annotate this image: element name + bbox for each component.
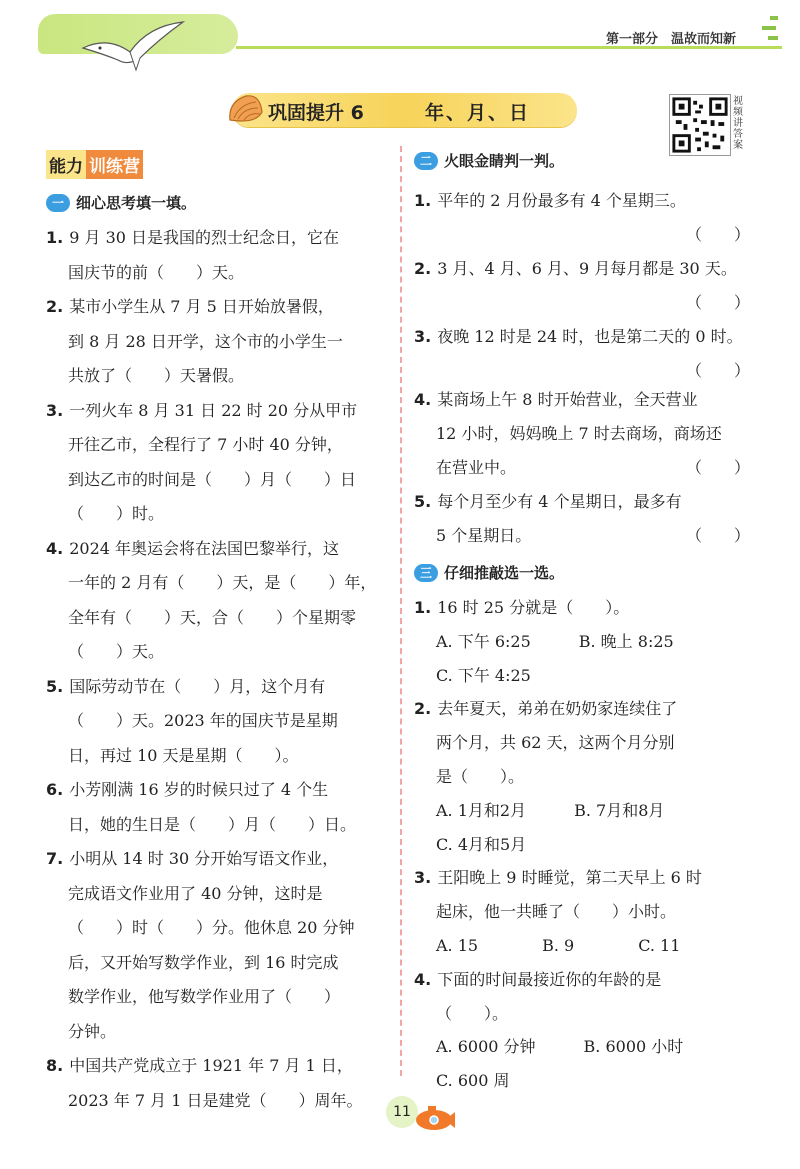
fill-line [46,1049,353,1083]
fill-line [46,670,325,704]
question-number: 1. [414,598,432,617]
choice-line [436,929,680,963]
lesson-topic: 年、月、日 [425,102,531,124]
question-text: 到 8 月 28 日开学，这个市的小学生一 [68,331,343,351]
qr-caption: 视频讲答案 [733,96,743,151]
question-text: （ ）时。 [68,504,165,523]
question-text: A. 6000 分钟 B. 6000 小时 [436,1037,684,1057]
section-1-badge: 一 [46,194,70,212]
question-number: 5. [414,492,432,511]
question-text: （ ）时（ ）分。他休息 20 分钟 [68,918,355,937]
question-text: 5 个星期日。 [436,526,532,545]
fill-line [68,808,356,842]
ability-label-a: 能力 [46,150,86,179]
question-text: 一年的 2 月有（ ）天，是（ ）年， [68,573,377,592]
question-text: 某商场上午 8 时开始营业，全天营业 [437,390,698,409]
judge-line [414,252,737,286]
question-text: A. 15 B. 9 C. 11 [436,936,681,955]
question-text: 平年的 2 月份最多有 4 个星期三。 [437,191,686,210]
question-text: A. 1月和2月 B. 7月和8月 [436,800,665,820]
section-3-badge: 三 [414,564,438,582]
question-text: 分钟。 [68,1021,117,1041]
question-number: 2. [414,699,432,719]
fill-line [68,325,343,359]
submarine-icon [410,1100,456,1134]
fill-line [68,497,164,531]
question-text: 12 小时，妈妈晚上 7 时去商场，商场还 [436,424,722,443]
fill-line [46,221,339,255]
question-text: 日，她的生日是（ ）月（ ）日。 [68,814,357,834]
answer-blank-5[interactable]: （ ） [686,526,751,545]
question-text: 2023 年 7 月 1 日是建党（ ）周年。 [68,1090,363,1110]
question-text: C. 600 周 [436,1071,510,1091]
choice-line [436,726,675,760]
question-text: 某市小学生从 7 月 5 日开始放暑假， [69,297,334,316]
choice-line [436,659,531,693]
question-text: 去年夏天，弟弟在奶奶家连续住了 [437,699,678,719]
question-number: 3. [414,868,432,888]
question-number: 2. [46,297,64,316]
question-text: 国庆节的前（ ）天。 [68,262,245,282]
question-text: 9 月 30 日是我国的烈士纪念日，它在 [69,228,340,247]
question-text: 16 时 25 分就是（ ）。 [437,598,630,617]
choice-line [436,997,508,1031]
fill-line [68,359,244,393]
page-number: 11 [386,1096,418,1128]
choice-line [414,692,677,726]
question-text: 一列火车 8 月 31 日 22 时 20 分从甲市 [69,400,358,420]
question-number: 4. [46,538,64,558]
fill-line [46,394,357,428]
shell-icon [226,90,264,128]
question-text: 开往乙市，全程行了 7 小时 40 分钟， [68,435,343,454]
question-number: 4. [414,390,432,409]
judge-line [414,320,743,354]
judge-line [436,519,531,553]
fill-line [68,704,338,738]
question-text: 全年有（ ）天，合（ ）个星期零 [68,607,357,627]
question-text: 是（ ）。 [436,767,525,786]
question-text: C. 4月和5月 [436,834,527,854]
fill-line [46,290,334,324]
section-3-title: 仔细推敲选一选。 [444,564,565,582]
fill-line [68,601,356,635]
fill-line [68,566,376,600]
section-2-heading [414,150,564,171]
question-text: 小芳刚满 16 岁的时候只过了 4 个生 [69,780,329,799]
choice-line [414,963,661,997]
choice-line [436,625,674,659]
section-3-heading [414,562,564,583]
question-text: C. 下午 4:25 [436,665,531,685]
question-number: 2. [414,259,432,278]
fill-line [68,1015,116,1049]
question-number: 1. [414,191,432,210]
fill-line [68,739,299,773]
question-text: 夜晚 12 时是 24 时，也是第二天的 0 时。 [437,327,743,346]
question-text: （ ）。 [436,1003,509,1023]
question-text: 后，又开始写数学作业，到 16 时完成 [68,952,339,972]
judge-line [414,383,698,417]
part-label: 第一部分 温故而知新 [606,32,737,47]
fill-line [68,1084,363,1118]
question-text: 3 月、4 月、6 月、9 月每月都是 30 天。 [437,259,737,278]
corner-mark-icon [756,14,782,44]
fill-line [68,635,164,669]
section-2-title: 火眼金睛判一判。 [444,152,565,170]
question-text: 两个月，共 62 天，这两个月分别 [436,733,675,753]
question-text: 共放了（ ）天暑假。 [68,366,245,385]
fill-line [68,256,244,290]
column-divider [400,146,402,1076]
fill-line [68,428,343,462]
judge-line [436,417,722,451]
question-text: 在营业中。 [436,458,517,477]
question-number: 8. [46,1056,64,1075]
answer-blank-1[interactable]: （ ） [686,225,751,244]
fill-line [46,532,339,566]
answer-blank-2[interactable]: （ ） [686,293,751,312]
question-text: 小明从 14 时 30 分开始写语文作业， [69,849,339,868]
question-text: 下面的时间最接近你的年龄的是 [437,969,662,989]
answer-blank-4[interactable]: （ ） [686,458,751,477]
judge-line [436,451,516,485]
question-number: 3. [414,327,432,346]
qr-code-icon[interactable] [669,94,731,156]
question-text: （ ）天。 [68,642,165,661]
question-text: 数学作业，他写数学作业用了（ ） [68,987,341,1006]
fill-line [68,877,323,911]
question-number: 4. [414,969,432,989]
question-number: 5. [46,676,64,696]
question-number: 3. [46,400,64,420]
ability-training-label [46,150,143,179]
fill-line [68,946,339,980]
question-text: 中国共产党成立于 1921 年 7 月 1 日， [69,1056,353,1075]
question-text: 日，再过 10 天是星期（ ）。 [68,745,299,765]
section-1-title: 细心思考填一填。 [76,194,197,212]
choice-line [436,895,676,929]
question-text: 完成语文作业用了 40 分钟，这时是 [68,883,323,903]
question-text: 2024 年奥运会将在法国巴黎举行，这 [69,538,340,558]
choice-line [436,1064,509,1098]
question-text: 每个月至少有 4 个星期日，最多有 [437,492,682,511]
seagull-icon [78,18,188,78]
question-number: 7. [46,849,64,868]
choice-line [414,861,702,895]
question-text: （ ）天。2023 年的国庆节是星期 [68,711,338,730]
choice-line [436,794,664,828]
question-text: A. 下午 6:25 B. 晚上 8:25 [436,631,674,651]
choice-line [436,1030,683,1064]
judge-line [414,184,686,218]
question-text: 国际劳动节在（ ）月，这个月有 [69,676,326,696]
fill-line [46,842,338,876]
choice-line [436,760,524,794]
question-text: 起床，他一共睡了（ ）小时。 [436,902,677,922]
question-text: 王阳晚上 9 时睡觉，第二天早上 6 时 [437,868,702,888]
lesson-number: 巩固提升 6 [268,102,364,124]
ability-label-b: 训练营 [86,150,143,179]
section-2-badge: 二 [414,152,438,170]
question-text: 到达乙市的时间是（ ）月（ ）日 [68,469,357,489]
fill-line [68,911,355,945]
section-1-heading [46,192,196,213]
fill-line [46,773,328,807]
fill-line [68,463,356,497]
question-number: 1. [46,228,64,247]
choice-line [414,591,629,625]
choice-line [436,828,526,862]
question-number: 6. [46,780,64,799]
judge-line [414,485,682,519]
answer-blank-3[interactable]: （ ） [686,361,751,380]
fill-line [68,980,340,1014]
